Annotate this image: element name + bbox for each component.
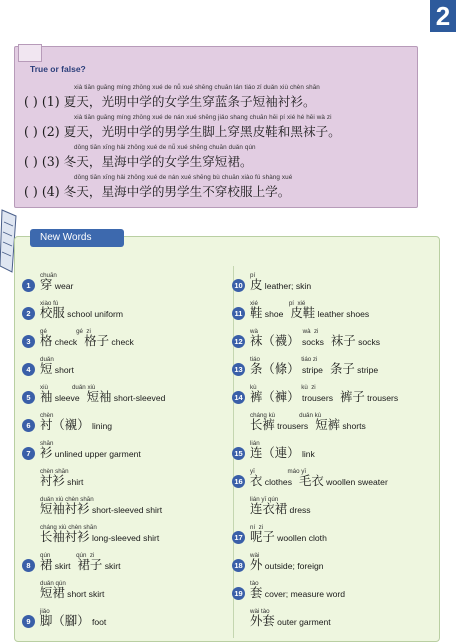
word-number-badge: 8: [22, 559, 35, 572]
word-entry: [40, 468, 83, 488]
word-pinyin: lián yī qún: [250, 496, 279, 503]
word-english: clothes: [262, 477, 293, 487]
word-hanzi: 条子: [329, 361, 355, 376]
tf-item-pinyin: xià tiān guāng míng zhōng xué de nǚ xué shēng chuān lán tiáo zǐ duǎn xiù chèn shān: [74, 84, 320, 91]
word-english: dress: [287, 505, 311, 515]
word-english: short: [52, 365, 74, 375]
word-entry: [40, 356, 74, 376]
word-english: stripe: [354, 365, 379, 375]
tf-item-1: [24, 84, 320, 110]
word-entry: [40, 384, 165, 404]
word-hanzi: 衬（襯）: [40, 417, 90, 432]
word-pinyin: gé gé zi: [40, 328, 91, 335]
word-pinyin: wà wà zi: [250, 328, 319, 335]
word-pinyin: tiáo tiáo zi: [250, 356, 318, 363]
word-number-badge: 13: [232, 363, 245, 376]
word-english: wear: [52, 281, 74, 291]
word-english: stripe: [299, 365, 323, 375]
word-line: [250, 559, 324, 572]
word-hanzi: 呢子: [250, 529, 275, 544]
word-entry: [250, 580, 345, 600]
word-line: [250, 419, 366, 432]
word-english: shorts: [340, 421, 366, 431]
word-number-badge: 6: [22, 419, 35, 432]
word-pinyin: wài tào: [250, 608, 270, 615]
word-number-badge: 9: [22, 615, 35, 628]
word-entry: [250, 384, 398, 404]
word-line: [250, 531, 327, 544]
word-line: [250, 307, 369, 320]
word-line: [40, 615, 106, 628]
word-line: [250, 391, 398, 404]
word-hanzi: 袖: [40, 389, 53, 404]
word-line: [40, 503, 162, 516]
word-english: link: [299, 449, 315, 459]
word-hanzi: 脚（腳）: [40, 613, 90, 628]
word-line: [40, 335, 134, 348]
word-number-badge: 10: [232, 279, 245, 292]
word-entry: [250, 552, 324, 572]
word-hanzi: 外: [250, 557, 263, 572]
word-line: [250, 475, 388, 488]
word-line: [250, 363, 378, 376]
word-hanzi: 条（條）: [250, 361, 300, 376]
word-pinyin: wài: [250, 552, 260, 559]
word-pinyin: xié pí xié: [250, 300, 306, 307]
word-english: short-sleeved: [111, 393, 166, 403]
word-entry: [250, 608, 331, 628]
word-hanzi: 鞋: [250, 305, 263, 320]
word-pinyin: lián: [250, 440, 260, 447]
new-words-title: New Words: [30, 229, 124, 247]
word-pinyin: yī máo yī: [250, 468, 307, 475]
tf-item-2: [24, 114, 341, 140]
word-hanzi: 裙: [40, 557, 53, 572]
word-pinyin: xiù duǎn xiù: [40, 384, 96, 391]
word-english: shoe: [262, 309, 284, 319]
word-hanzi: 皮鞋: [290, 305, 316, 320]
word-hanzi: 衣: [250, 473, 263, 488]
word-line: [250, 587, 345, 600]
word-entry: [40, 412, 112, 432]
word-line: [40, 475, 83, 488]
word-entry: [250, 468, 388, 488]
page-header: [0, 0, 430, 18]
word-number-badge: 12: [232, 335, 245, 348]
word-line: [40, 587, 104, 600]
word-entry: [250, 272, 311, 292]
word-entry: [250, 440, 315, 460]
word-english: short skirt: [64, 589, 105, 599]
word-hanzi: 裙子: [77, 557, 103, 572]
tf-item-pinyin: xià tiān guāng míng zhōng xué de nán xué shēng jiǎo shang chuān hēi pí xié hé hēi wà zi: [74, 114, 332, 121]
word-english: cover; measure word: [262, 589, 346, 599]
word-hanzi: 裤子: [340, 389, 365, 404]
word-line: [250, 279, 311, 292]
word-hanzi: 长裤: [250, 417, 275, 432]
word-hanzi: 短袖衬衫: [40, 501, 90, 516]
word-number-badge: 2: [22, 307, 35, 320]
word-hanzi: 短裤: [315, 417, 340, 432]
word-hanzi: 毛衣: [299, 473, 324, 488]
word-english: check: [52, 337, 78, 347]
tf-item-text: ( ) (3) 冬天，星海中学的女学生穿短裙。: [24, 154, 253, 169]
word-hanzi: 长袖衬衫: [40, 529, 90, 544]
word-line: [40, 307, 123, 320]
word-english: long-sleeved shirt: [89, 533, 160, 543]
paper-clip-tab: [18, 44, 42, 62]
word-number-badge: 17: [232, 531, 245, 544]
word-english: socks: [299, 337, 324, 347]
word-pinyin: chèn: [40, 412, 54, 419]
tf-item-text: ( ) (2) 夏天，光明中学的男学生脚上穿黑皮鞋和黑袜子。: [24, 124, 341, 139]
word-pinyin: jiǎo: [40, 608, 50, 615]
word-entry: [40, 524, 159, 544]
word-hanzi: 格子: [84, 333, 110, 348]
word-entry: [250, 300, 369, 320]
word-hanzi: 校服: [40, 305, 65, 320]
word-hanzi: 衬衫: [40, 473, 65, 488]
word-pinyin: qún qún zi: [40, 552, 95, 559]
word-english: outside; foreign: [262, 561, 324, 571]
word-english: check: [109, 337, 134, 347]
word-entry: [40, 300, 123, 320]
word-number-badge: 1: [22, 279, 35, 292]
tf-item-3: [24, 144, 256, 170]
word-pinyin: cháng xiù chèn shān: [40, 524, 97, 531]
word-hanzi: 短: [40, 361, 53, 376]
word-hanzi: 袜子: [330, 333, 356, 348]
word-entry: [40, 496, 162, 516]
word-line: [40, 363, 74, 376]
word-entry: [40, 440, 141, 460]
tf-item-4: [24, 174, 292, 200]
word-english: leather; skin: [262, 281, 312, 291]
word-english: skirt: [52, 561, 71, 571]
word-english: foot: [89, 617, 107, 627]
word-pinyin: xiào fú: [40, 300, 59, 307]
word-number-badge: 14: [232, 391, 245, 404]
word-line: [40, 447, 141, 460]
word-pinyin: duǎn xiù chèn shān: [40, 496, 94, 503]
tf-item-pinyin: dōng tiān xīng hǎi zhōng xué de nán xué shēng bù chuān xiào fú shàng xué: [74, 174, 293, 181]
word-hanzi: 袜（襪）: [250, 333, 300, 348]
word-entry: [250, 356, 378, 376]
word-line: [40, 391, 165, 404]
word-pinyin: duǎn qún: [40, 580, 66, 587]
word-entry: [40, 580, 104, 600]
word-number-badge: 11: [232, 307, 245, 320]
word-pinyin: ní zi: [250, 524, 264, 531]
word-english: unlined upper garment: [52, 449, 141, 459]
word-entry: [250, 328, 380, 348]
word-number-badge: 4: [22, 363, 35, 376]
word-entry: [40, 552, 120, 572]
word-number-badge: 5: [22, 391, 35, 404]
word-pinyin: chèn shān: [40, 468, 69, 475]
word-line: [40, 279, 73, 292]
word-pinyin: pí: [250, 272, 256, 279]
word-english: trousers: [274, 421, 309, 431]
word-hanzi: 穿: [40, 277, 53, 292]
word-pinyin: chuān: [40, 272, 57, 279]
word-english: trousers: [299, 393, 333, 403]
word-hanzi: 裤（褲）: [250, 389, 300, 404]
word-english: socks: [355, 337, 381, 347]
word-line: [250, 335, 380, 348]
word-english: short-sleeved shirt: [89, 505, 163, 515]
word-english: shirt: [64, 477, 84, 487]
word-number-badge: 15: [232, 447, 245, 460]
word-entry: [40, 608, 106, 628]
word-hanzi: 短袖: [86, 389, 112, 404]
word-number-badge: 19: [232, 587, 245, 600]
word-entry: [250, 496, 311, 516]
word-line: [40, 419, 112, 432]
word-hanzi: 连衣裙: [250, 501, 288, 516]
word-entry: [250, 412, 366, 432]
word-line: [250, 447, 315, 460]
word-english: woollen sweater: [323, 477, 388, 487]
word-line: [40, 559, 120, 572]
word-hanzi: 短裙: [40, 585, 65, 600]
word-number-badge: 18: [232, 559, 245, 572]
page-number: 2: [430, 0, 456, 32]
word-pinyin: duǎn: [40, 356, 54, 363]
word-hanzi: 外套: [250, 613, 275, 628]
word-english: skirt: [102, 561, 121, 571]
word-hanzi: 套: [250, 585, 263, 600]
word-english: outer garment: [274, 617, 331, 627]
word-number-badge: 16: [232, 475, 245, 488]
word-entry: [40, 272, 73, 292]
word-entry: [40, 328, 134, 348]
tf-item-pinyin: dōng tiān xīng hǎi zhōng xué de nǚ xué shēng chuān duǎn qún: [74, 144, 256, 151]
tf-item-text: ( ) (4) 冬天，星海中学的男学生不穿校服上学。: [24, 184, 291, 199]
word-hanzi: 皮: [250, 277, 263, 292]
word-english: school uniform: [64, 309, 124, 319]
word-entry: [250, 524, 327, 544]
word-pinyin: cháng kù duǎn kù: [250, 412, 322, 419]
word-line: [250, 503, 311, 516]
word-pinyin: kù kù zi: [250, 384, 316, 391]
word-line: [250, 615, 331, 628]
word-hanzi: 连（連）: [250, 445, 300, 460]
tf-item-text: ( ) (1) 夏天，光明中学的女学生穿蓝条子短袖衬衫。: [24, 94, 316, 109]
word-number-badge: 3: [22, 335, 35, 348]
word-number-badge: 7: [22, 447, 35, 460]
word-english: lining: [89, 421, 113, 431]
word-pinyin: tào: [250, 580, 259, 587]
word-hanzi: 衫: [40, 445, 53, 460]
word-line: [40, 531, 159, 544]
word-english: sleeve: [52, 393, 80, 403]
word-pinyin: shān: [40, 440, 54, 447]
word-hanzi: 格: [40, 333, 53, 348]
true-false-label: True or false?: [30, 64, 86, 74]
word-english: trousers: [364, 393, 399, 403]
word-english: leather shoes: [315, 309, 370, 319]
word-english: woollen cloth: [274, 533, 327, 543]
